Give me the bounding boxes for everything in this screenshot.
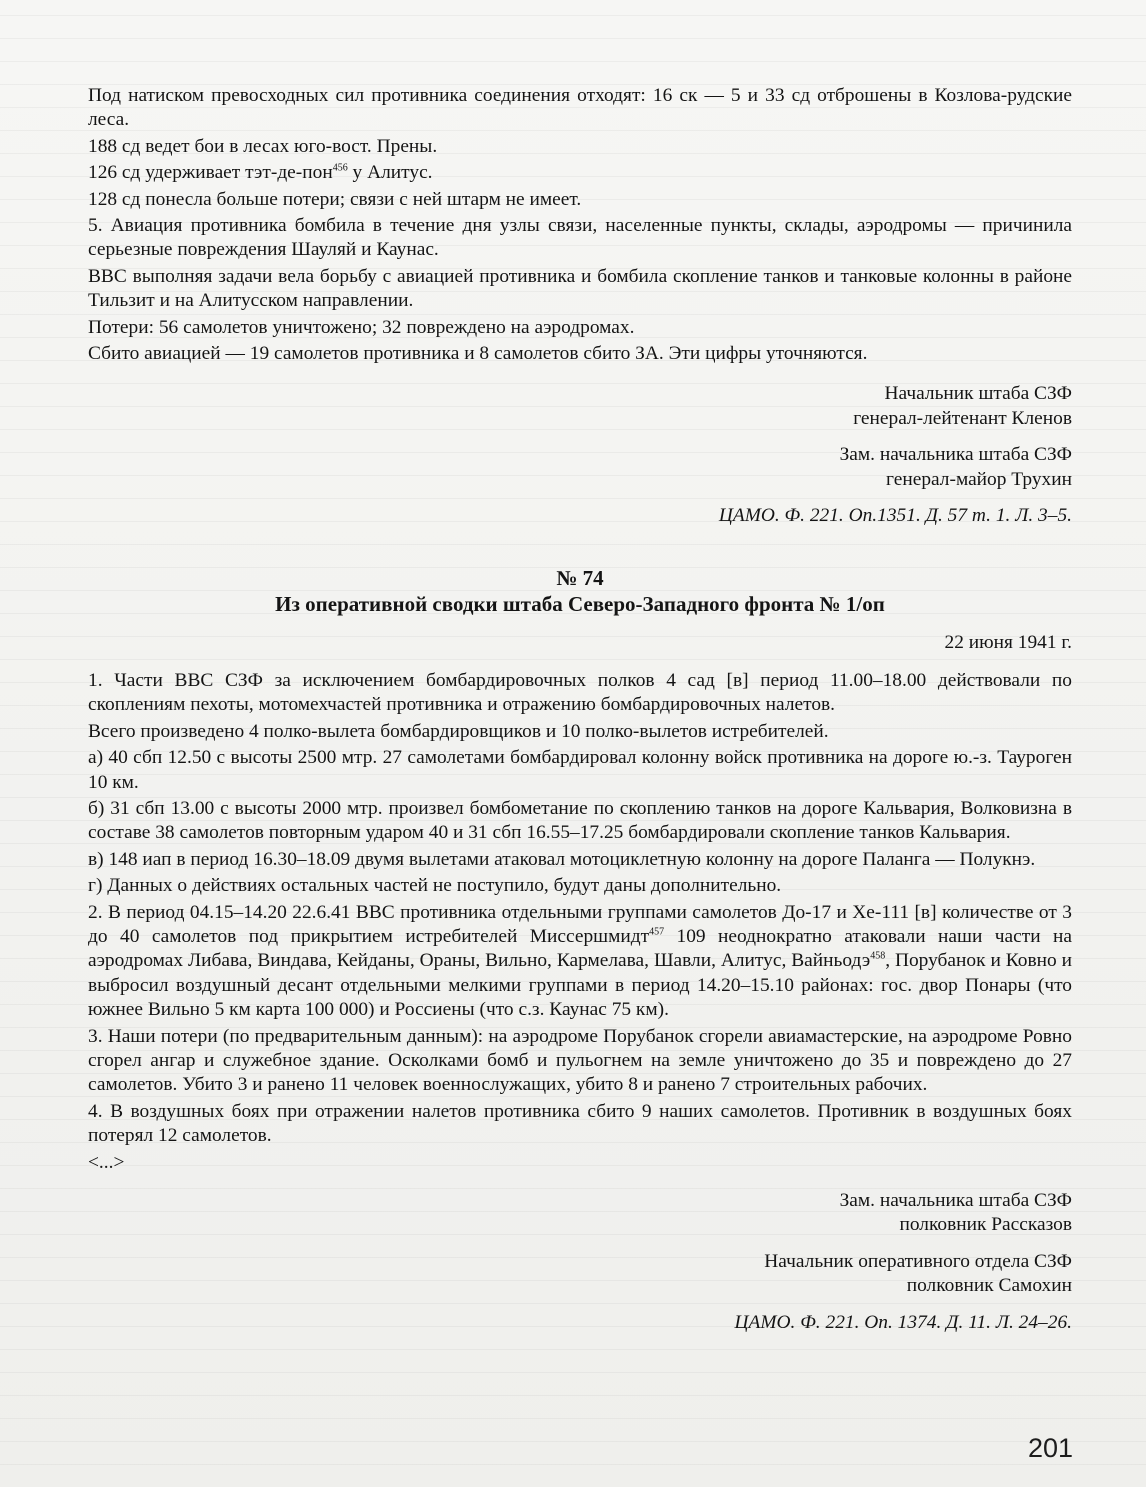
footnote-ref: 457	[649, 926, 665, 938]
ellipsis: <...>	[88, 1151, 125, 1173]
paragraph: 3. Наши потери (по предварительным данным): на аэродроме Порубанок сгорели авиамастерские, на аэродроме Ровно сгорел ангар и служебное здание. Осколками бомб и пульогнем на земле уничтожено до 35 и повреждено до 27 самолетов. Убито 3 и ранено 11 человек военнослужащих, убито 8 и ранено 7 строительных рабочих.	[88, 1025, 1072, 1096]
archive-source: ЦАМО. Ф. 221. Оп.1351. Д. 57 т. 1. Л. 3–5.	[718, 505, 1072, 527]
paragraph: Потери: 56 самолетов уничтожено; 32 повреждено на аэродромах.	[88, 316, 635, 338]
signature-name: генерал-лейтенант Кленов	[853, 407, 1072, 429]
signature-name: генерал-майор Трухин	[886, 468, 1072, 490]
paragraph: 4. В воздушных боях при отражении налетов противника сбито 9 наших самолетов. Противник в воздушных боях потерял 12 самолетов.	[88, 1100, 1072, 1147]
paragraph: б) 31 сбп 13.00 с высоты 2000 мтр. произвел бомбометание по скоплению танков на дороге Кальвария, Волковизна в составе 38 самолетов повторным ударом 40 и 31 сбп 16.55–17.25 бомбардировали скопление танков Кальвария.	[88, 797, 1072, 844]
document-number: № 74	[556, 565, 604, 590]
footnote-ref: 456	[332, 162, 348, 174]
paragraph: 5. Авиация противника бомбила в течение дня узлы связи, населенные пункты, склады, аэродромы — причинила серьезные повреждения Шауляй и Каунас.	[88, 215, 1072, 261]
paragraph: 126 сд удерживает тэт-де-пон$^{456}$ у Алитус.	[88, 162, 433, 184]
signature-name: полковник Рассказов	[899, 1214, 1072, 1236]
paragraph: Всего произведено 4 полко-вылета бомбардировщиков и 10 полко-вылетов истребителей.	[88, 720, 829, 742]
paragraph: 1. Части ВВС СЗФ за исключением бомбардировочных полков 4 сад [в] период 11.00–18.00 действовали по скоплениям пехоты, мотомехчастей противника и отражению бомбардировочных налетов.	[88, 669, 1072, 716]
signature-title: Зам. начальника штаба СЗФ	[839, 444, 1072, 466]
signature-title: Начальник штаба СЗФ	[884, 383, 1072, 405]
paragraph: а) 40 сбп 12.50 с высоты 2500 мтр. 27 самолетами бомбардировал колонну войск противника на дороге ю.-з. Тауроген 10 км.	[88, 747, 1072, 793]
document-title: Из оперативной сводки штаба Северо-Западного фронта № 1/оп	[275, 591, 885, 616]
paragraph: г) Данных о действиях остальных частей не поступило, будут даны дополнительно.	[88, 875, 782, 897]
paragraph: Сбито авиацией — 19 самолетов противника и 8 самолетов сбито ЗА. Эти цифры уточняются.	[88, 343, 868, 365]
signature-title: Начальник оперативного отдела СЗФ	[764, 1250, 1072, 1272]
archive-source: ЦАМО. Ф. 221. Оп. 1374. Д. 11. Л. 24–26.	[734, 1311, 1072, 1333]
footnote-ref: 458	[870, 950, 886, 962]
paragraph: Под натиском превосходных сил противника соединения отходят: 16 ск — 5 и 33 сд отброшены в Козлова-рудские леса.	[88, 85, 1072, 131]
document-date: 22 июня 1941 г.	[944, 631, 1072, 653]
paragraph: 188 сд ведет бои в лесах юго-вост. Прены.	[88, 135, 438, 157]
paragraph: ВВС выполняя задачи вела борьбу с авиацией противника и бомбила скопление танков и танковые колонны в районе Тильзит и на Алитусском направлении.	[88, 265, 1072, 312]
paragraph: 128 сд понесла больше потери; связи с ней штарм не имеет.	[88, 188, 582, 210]
page-text	[88, 84, 1072, 1335]
paragraph: в) 148 иап в период 16.30–18.09 двумя вылетами атаковал мотоциклетную колонну на дороге Паланга — Полукнэ.	[88, 848, 1036, 870]
signature-name: полковник Самохин	[906, 1275, 1072, 1297]
page-number: 201	[1027, 1433, 1073, 1463]
paragraph: 2. В период 04.15–14.20 22.6.41 ВВС противника отдельными группами самолетов До-17 и Хе-111 [в] количестве от 3 до 40 самолетов под прикрытием истребителей Миссершмидт$^{457}$ 109 неоднократно атаковали наши части на аэродромах Либава, Виндава, Кейданы, Ораны, Вильно, Кармелава, Шавли, Алитус, Вайньодэ$^{458}$, Порубанок и Ковно и выбросил воздушный десант отдельными мелкими группами в период 14.20–15.10 районах: гос. двор Понары (что южнее Вильно 5 км карта 100 000) и Россиены (что с.з. Каунас 75 км).	[88, 901, 1072, 1021]
signature-title: Зам. начальника штаба СЗФ	[839, 1190, 1072, 1212]
